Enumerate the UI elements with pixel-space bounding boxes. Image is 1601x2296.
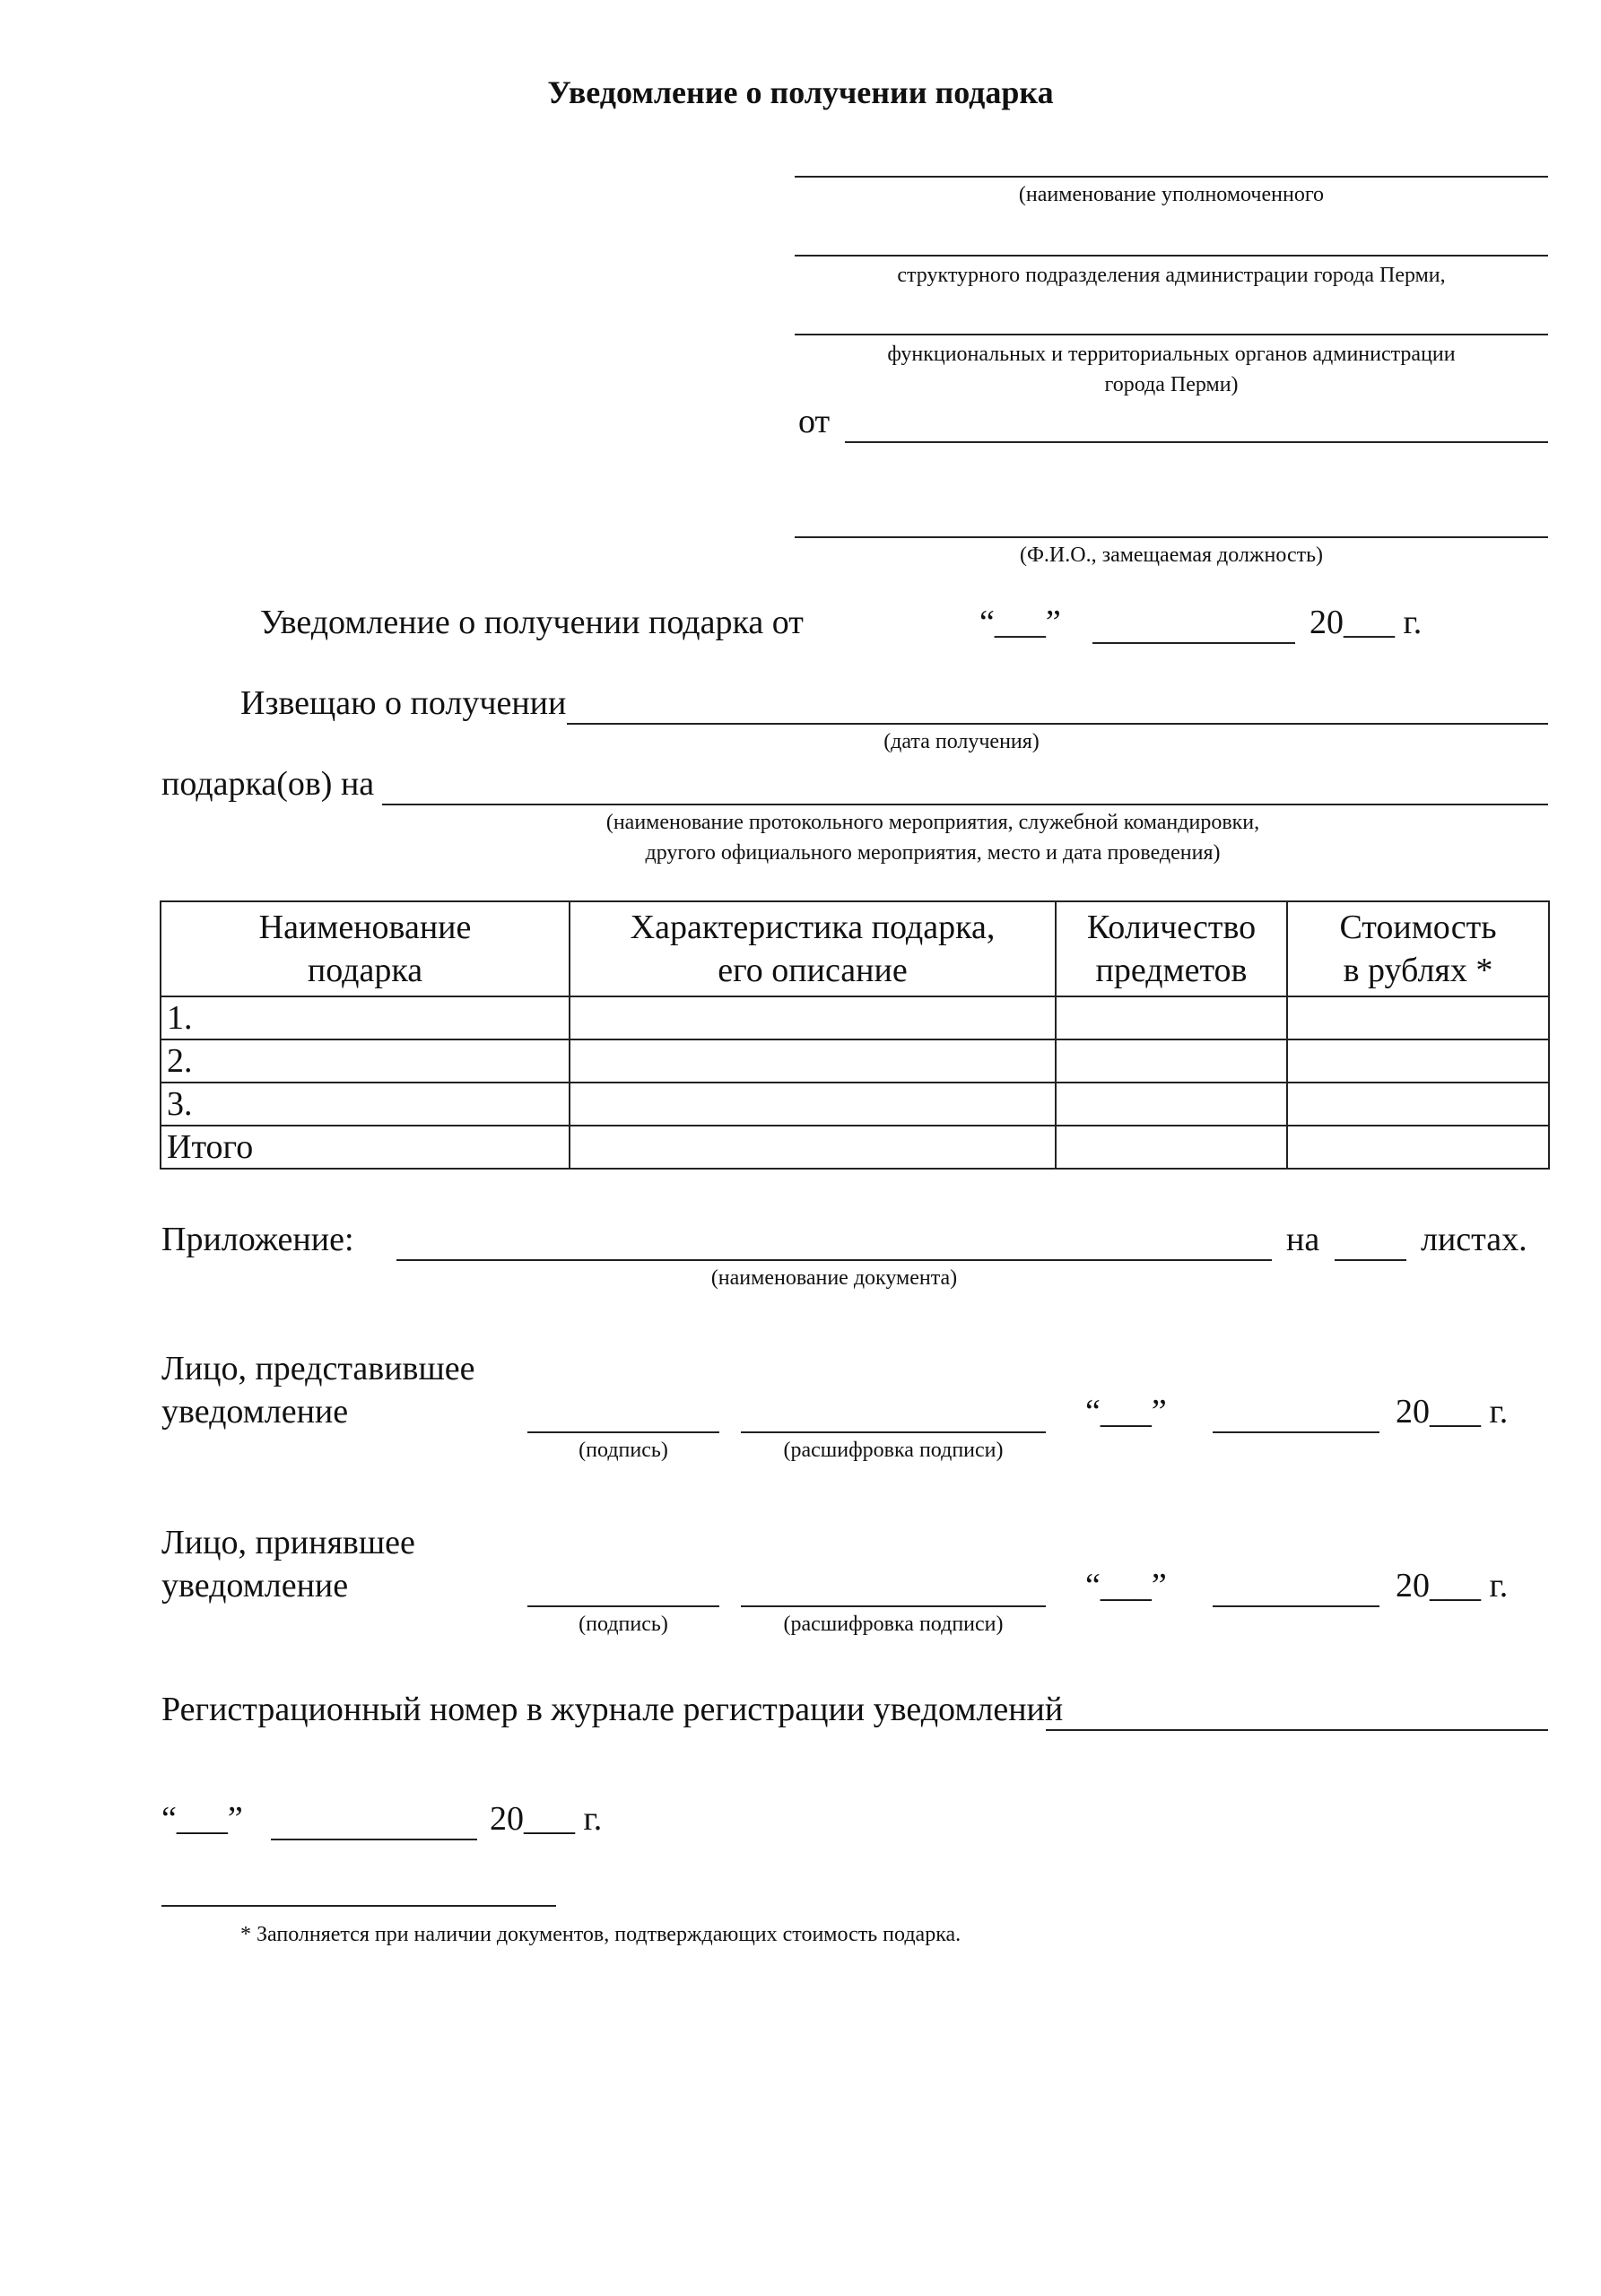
attachment-sheets: листах. (1421, 1221, 1527, 1258)
event-caption-2: другого официального мероприятия, место и дата проведения) (645, 841, 1221, 865)
header-cost: Стоимость в рублях * (1287, 901, 1549, 996)
cell-cost[interactable] (1287, 996, 1549, 1039)
submitter-date-quotes[interactable]: “___” (1085, 1393, 1167, 1431)
attachment-sheets-line[interactable] (1335, 1259, 1406, 1261)
receipt-date-caption: (дата получения) (883, 730, 1040, 753)
submitter-date-year[interactable]: 20___ г. (1396, 1393, 1509, 1431)
fio-caption: (Ф.И.О., замещаемая должность) (1019, 544, 1324, 567)
addressee-line-1[interactable] (795, 176, 1548, 178)
receiver-label-2: уведомление (161, 1567, 349, 1605)
from-line[interactable] (845, 441, 1548, 443)
table-total-row (161, 1126, 1549, 1169)
row-label[interactable]: 2. (161, 1039, 570, 1083)
header-gift-description: Характеристика подарка, его описание (570, 901, 1056, 996)
table-header-row (161, 901, 1549, 996)
row-label-total: Итого (161, 1126, 570, 1169)
cell-cost[interactable] (1287, 1039, 1549, 1083)
receiver-date-year[interactable]: 20___ г. (1396, 1567, 1509, 1605)
registration-date-year[interactable]: 20___ г. (490, 1800, 603, 1838)
gifts-label: подарка(ов) на (161, 765, 375, 803)
addressee-caption-3b: города Перми) (1104, 373, 1239, 396)
registration-date-quotes[interactable]: “___” (161, 1800, 243, 1838)
cell-cost[interactable] (1287, 1126, 1549, 1169)
table-row (161, 996, 1549, 1039)
attachment-document-line[interactable] (396, 1259, 1272, 1261)
receiver-signature-line[interactable] (527, 1605, 719, 1607)
notice-date-year[interactable]: 20___ г. (1310, 604, 1423, 641)
notice-line: Уведомление о получении подарка от (260, 604, 804, 641)
cell-quantity[interactable] (1056, 1039, 1287, 1083)
receipt-date-line[interactable] (567, 723, 1548, 725)
document-title: Уведомление о получении подарка (547, 74, 1054, 110)
registration-date-month-line[interactable] (271, 1839, 477, 1840)
addressee-caption-2: структурного подразделения администрации города Перми, (897, 264, 1446, 287)
registration-number-line[interactable] (1046, 1729, 1548, 1731)
receiver-date-quotes[interactable]: “___” (1085, 1567, 1167, 1605)
cell-description[interactable] (570, 1039, 1056, 1083)
cell-description[interactable] (570, 1083, 1056, 1126)
submitter-decode-line[interactable] (741, 1431, 1046, 1433)
notice-date-month-line[interactable] (1092, 642, 1295, 644)
receiver-date-month-line[interactable] (1213, 1605, 1379, 1607)
receiver-decode-caption: (расшифровка подписи) (783, 1613, 1004, 1636)
cell-description[interactable] (570, 1126, 1056, 1169)
attachment-on: на (1286, 1221, 1320, 1258)
receiver-sign-caption: (подпись) (579, 1613, 668, 1636)
submitter-sign-caption: (подпись) (579, 1439, 668, 1462)
cell-quantity[interactable] (1056, 996, 1287, 1039)
registration-label: Регистрационный номер в журнале регистрации уведомлений (161, 1691, 1064, 1728)
addressee-caption-3a: функциональных и территориальных органов администрации (887, 343, 1456, 366)
table-row (161, 1083, 1549, 1126)
cell-quantity[interactable] (1056, 1126, 1287, 1169)
submitter-date-month-line[interactable] (1213, 1431, 1379, 1433)
row-label[interactable]: 3. (161, 1083, 570, 1126)
cell-quantity[interactable] (1056, 1083, 1287, 1126)
gifts-table (160, 900, 1550, 1170)
footnote-separator (161, 1905, 556, 1907)
attachment-label: Приложение: (161, 1221, 354, 1258)
addressee-line-3[interactable] (795, 334, 1548, 335)
footnote-text: * Заполняется при наличии документов, подтверждающих стоимость подарка. (240, 1923, 961, 1946)
inform-label: Извещаю о получении (240, 684, 567, 722)
receiver-label-1: Лицо, принявшее (161, 1524, 415, 1561)
attachment-caption: (наименование документа) (710, 1266, 958, 1290)
submitter-label-2: уведомление (161, 1393, 349, 1431)
header-gift-name: Наименование подарка (161, 901, 570, 996)
event-caption-1: (наименование протокольного мероприятия, служебной командировки, (605, 811, 1260, 834)
notice-date-quotes[interactable]: “___” (979, 604, 1061, 641)
from-label: от (798, 403, 831, 440)
receiver-decode-line[interactable] (741, 1605, 1046, 1607)
submitter-label-1: Лицо, представившее (161, 1350, 475, 1387)
cell-description[interactable] (570, 996, 1056, 1039)
header-quantity: Количество предметов (1056, 901, 1287, 996)
row-label[interactable]: 1. (161, 996, 570, 1039)
addressee-line-2[interactable] (795, 255, 1548, 257)
addressee-caption-1: (наименование уполномоченного (1018, 183, 1325, 206)
submitter-decode-caption: (расшифровка подписи) (783, 1439, 1004, 1462)
fio-line[interactable] (795, 536, 1548, 538)
cell-cost[interactable] (1287, 1083, 1549, 1126)
submitter-signature-line[interactable] (527, 1431, 719, 1433)
event-line[interactable] (382, 804, 1548, 805)
table-row (161, 1039, 1549, 1083)
